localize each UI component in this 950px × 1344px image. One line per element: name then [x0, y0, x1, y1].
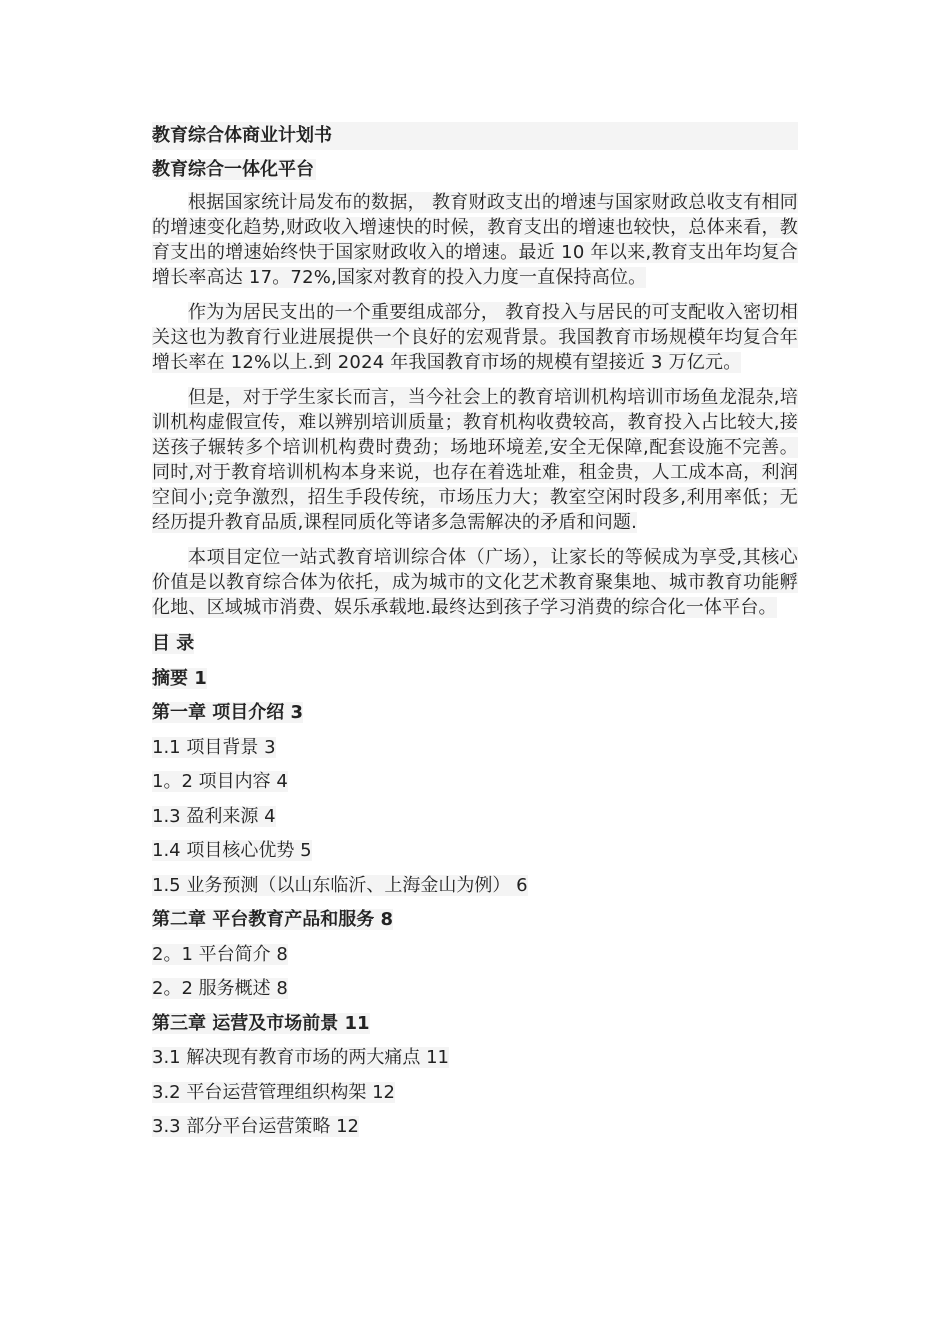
paragraph-3 — [152, 385, 798, 535]
toc-entry-1-2 — [152, 768, 798, 796]
toc-entry-text: 1.4 项目核心优势 5 — [152, 840, 312, 861]
document-subtitle — [152, 156, 798, 184]
paragraph-3-text: 但是，对于学生家长而言，当今社会上的教育培训机构培训市场鱼龙混杂,培训机构虚假宣传，难以辨别培训质量；教育机构收费较高，教育投入占比较大,接送孩子辗转多个培训机构费时费劲；场地环境差,安全无保障,配套设施不完善。同时,对于教育培训机构本身来说，也存在着选址难，租金贵，人工成本高，利润空间小;竞争激烈，招生手段传统，市场压力大；教室空闲时段多,利用率低；无经历提升教育品质,课程同质化等诸多急需解决的矛盾和问题. — [152, 387, 798, 533]
toc-entry-text: 1.5 业务预测（以山东临沂、上海金山为例） 6 — [152, 874, 528, 896]
toc-entry-chapter-2 — [152, 906, 798, 934]
toc-entry-3-1 — [152, 1044, 798, 1072]
toc-entry-text: 第一章 项目介绍 3 — [152, 702, 304, 723]
toc-entry-text: 3.2 平台运营管理组织构架 12 — [152, 1081, 395, 1103]
toc-entry-3-2 — [152, 1079, 798, 1107]
toc-entry-2-1 — [152, 941, 798, 969]
toc-entry-1-4 — [152, 837, 798, 865]
toc-entry-text: 第三章 运营及市场前景 11 — [152, 1012, 370, 1034]
toc-entry-chapter-3 — [152, 1010, 798, 1038]
toc-entry-text: 2。2 服务概述 8 — [152, 978, 288, 999]
toc-entry-text: 3.3 部分平台运营策略 12 — [152, 1116, 359, 1137]
toc-entry-1-3 — [152, 803, 798, 831]
toc-heading-text: 目 录 — [152, 633, 195, 654]
document-subtitle-text: 教育综合一体化平台 — [152, 159, 314, 180]
toc-entry-1-1 — [152, 734, 798, 762]
toc-entry-text: 第二章 平台教育产品和服务 8 — [152, 909, 394, 930]
toc-heading — [152, 630, 798, 658]
toc-entry-3-3 — [152, 1113, 798, 1141]
toc-entry-2-2 — [152, 975, 798, 1003]
toc-entry-text: 3.1 解决现有教育市场的两大痛点 11 — [152, 1047, 449, 1068]
toc-entry-1-5 — [152, 872, 798, 900]
paragraph-2 — [152, 300, 798, 375]
toc-entry-text: 1.1 项目背景 3 — [152, 736, 276, 758]
paragraph-4-text: 本项目定位一站式教育培训综合体（广场），让家长的等候成为享受,其核心价值是以教育综合体为依托，成为城市的文化艺术教育聚集地、城市教育功能孵化地、区域城市消费、娱乐承载地.最终达到孩子学习消费的综合化一体平台。 — [152, 547, 798, 618]
document-page — [152, 122, 798, 1148]
toc-entry-chapter-1 — [152, 699, 798, 727]
toc-entry-text: 2。1 平台简介 8 — [152, 943, 288, 965]
paragraph-1 — [152, 190, 798, 290]
toc-entry-text: 摘要 1 — [152, 667, 207, 689]
paragraph-4 — [152, 545, 798, 620]
toc-entry-abstract — [152, 665, 798, 693]
paragraph-1-text: 根据国家统计局发布的数据， 教育财政支出的增速与国家财政总收支有相同的增速变化趋势,财政收入增速快的时候，教育支出的增速也较快，总体来看，教育支出的增速始终快于国家财政收入的增速。最近 10 年以来,教育支出年均复合增长率高达 17。72%,国家对教育的投入力度一直保持高位。 — [152, 192, 798, 288]
paragraph-2-text: 作为为居民支出的一个重要组成部分， 教育投入与居民的可支配收入密切相关这也为教育行业进展提供一个良好的宏观背景。我国教育市场规模年均复合年增长率在 12%以上.到 2024 年我国教育市场的规模有望接近 3 万亿元。 — [152, 302, 798, 373]
document-title-text: 教育综合体商业计划书 — [152, 125, 332, 146]
toc-entry-text: 1。2 项目内容 4 — [152, 771, 288, 792]
toc-entry-text: 1.3 盈利来源 4 — [152, 805, 276, 827]
document-title — [152, 122, 798, 150]
